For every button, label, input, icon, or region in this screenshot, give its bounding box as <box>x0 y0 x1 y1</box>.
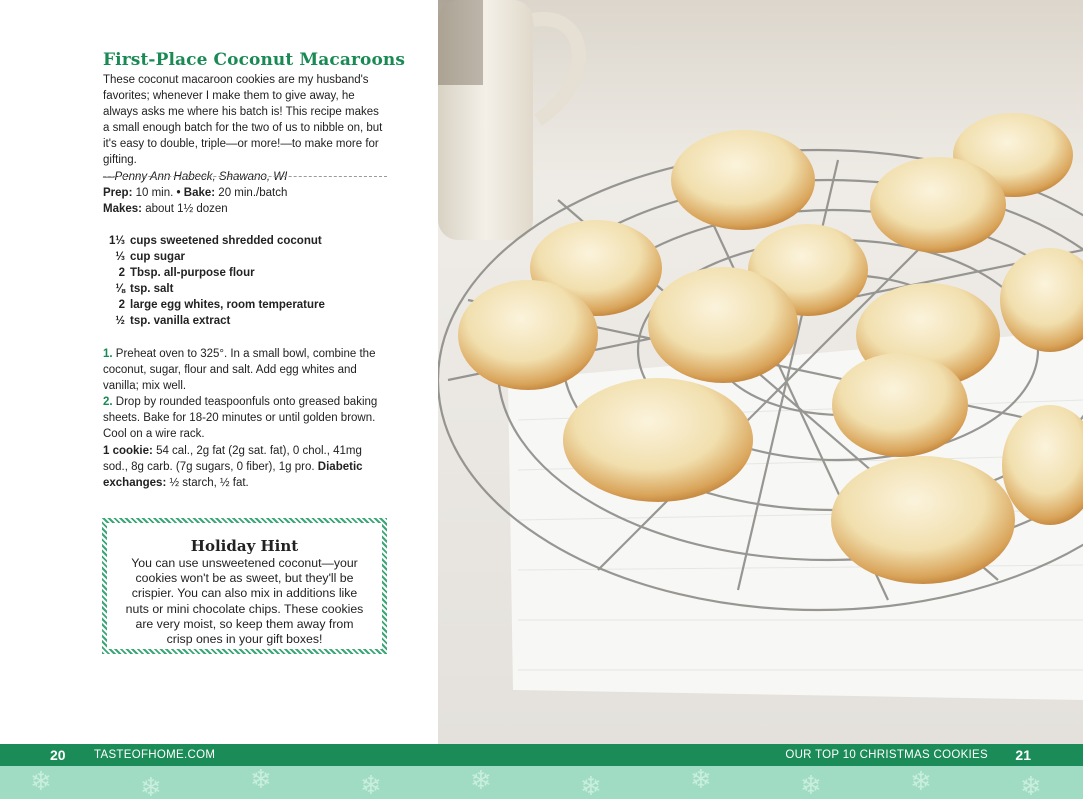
ingredient-row <box>103 281 325 297</box>
recipe-title: First-Place Coconut Macaroons <box>103 50 406 70</box>
ingredient-item: tsp. salt <box>130 283 174 295</box>
macaroons-photo <box>438 0 1083 744</box>
recipe-steps <box>103 346 388 491</box>
nutrition-label: 1 cookie: <box>103 444 153 457</box>
snowflake-icon: ❄ <box>30 766 52 796</box>
recipe-page <box>0 0 438 744</box>
snowflake-icon: ❄ <box>470 766 492 795</box>
exchanges-label: Diabetic exchanges: <box>103 460 363 489</box>
ingredient-qty: 2 <box>118 267 125 279</box>
snowflake-icon: ❄ <box>910 766 932 796</box>
ingredient-row <box>103 249 325 265</box>
snowflake-icon: ❄ <box>140 772 162 799</box>
snowflake-icon: ❄ <box>690 766 712 794</box>
ingredient-row <box>103 313 325 329</box>
page-number-left: 20 <box>50 747 66 763</box>
ingredient-item: cup sugar <box>130 251 185 263</box>
nutrition-text: 54 cal., 2g fat (2g sat. fat), 0 chol., 41mg sod., 8g carb. (7g sugars, 0 fiber), 1g pro. <box>103 444 362 473</box>
step-text: Drop by rounded teaspoonfuls onto greased baking sheets. Bake for 18-20 minutes or until golden brown. Cool on a wire rack. <box>103 396 378 441</box>
bake-label: Bake: <box>183 187 216 199</box>
makes-label: Makes: <box>103 203 142 215</box>
recipe-byline: —Penny Ann Habeck, Shawano, WI <box>103 170 288 183</box>
recipe-meta: Prep: 10 min. • Bake: 20 min./batch Makes: about 1½ dozen <box>103 187 288 215</box>
exchanges-text: ½ starch, ½ fat. <box>169 476 249 489</box>
ingredient-row <box>103 297 325 313</box>
snowflake-icon: ❄ <box>800 770 822 799</box>
nutrition-facts <box>103 443 388 491</box>
section-title: OUR TOP 10 CHRISTMAS COOKIES <box>785 749 988 761</box>
step-number: 2. <box>103 396 113 409</box>
ingredient-row <box>103 265 325 281</box>
step-2 <box>103 394 388 442</box>
snowflake-icon: ❄ <box>1020 771 1042 799</box>
snowflake-icon: ❄ <box>360 770 382 799</box>
snowflake-icon: ❄ <box>250 766 272 794</box>
ingredient-qty: 1⅓ <box>109 235 125 247</box>
snowflake-icon: ❄ <box>580 771 602 799</box>
intro-text: These coconut macaroon cookies are my husband's favorites; whenever I make them to give away, he always asks me where his batch is! This recipe makes a small enough batch for the two of us to nibble on, but it's easy to double, triple—or more!—to make more for gifting. <box>103 74 383 167</box>
ingredient-item: large egg whites, room temperature <box>130 299 325 311</box>
ingredient-row <box>103 233 325 249</box>
hint-title: Holiday Hint <box>190 537 299 555</box>
step-text: Preheat oven to 325°. In a small bowl, combine the coconut, sugar, flour and salt. Add egg whites and vanilla; mix well. <box>103 348 376 393</box>
prep-value: 10 min. <box>135 187 174 199</box>
snowflake-band <box>0 766 1083 799</box>
dashed-divider <box>103 176 387 177</box>
step-number: 1. <box>103 348 113 360</box>
page-number-right: 21 <box>1015 747 1031 763</box>
ingredient-item: cups sweetened shredded coconut <box>130 235 322 247</box>
hint-body: You can use unsweetened coconut—your cookies won't be as sweet, but they'll be crispier. You can also mix in additions like nuts or mini chocolate chips. These cookies are very moist, so keep them away from crisp ones in your gift boxes! <box>125 556 364 647</box>
ingredient-qty: ⅛ <box>115 283 125 295</box>
ingredients-list <box>103 233 325 329</box>
ingredient-item: tsp. vanilla extract <box>130 315 231 327</box>
step-1 <box>103 346 388 394</box>
ingredient-qty: ⅓ <box>115 251 125 263</box>
prep-label: Prep: <box>103 187 133 199</box>
cooling-rack-image <box>438 0 1083 744</box>
recipe-intro <box>103 72 388 185</box>
ingredient-qty: 2 <box>118 299 125 311</box>
holiday-hint-box <box>102 518 387 654</box>
makes-value: about 1½ dozen <box>145 203 228 215</box>
bake-value: 20 min./batch <box>218 187 288 199</box>
site-name: TASTEOFHOME.COM <box>94 749 216 761</box>
ingredient-item: Tbsp. all-purpose flour <box>130 267 255 279</box>
ingredient-qty: ½ <box>115 315 125 327</box>
page-footer <box>0 744 1083 766</box>
